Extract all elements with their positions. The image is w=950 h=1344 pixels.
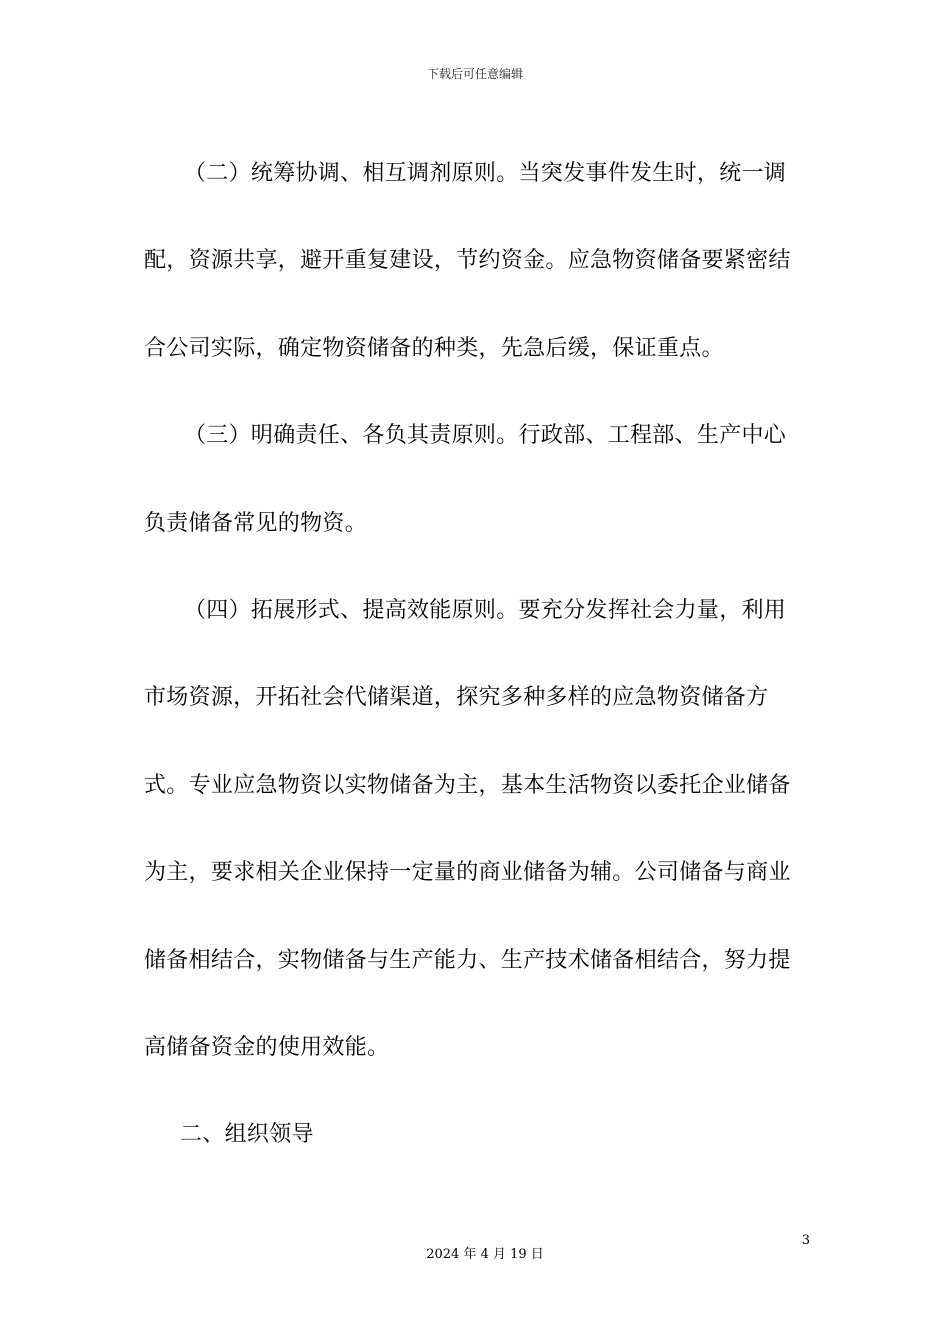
- paragraph-principle-4: （四）拓展形式、提高效能原则。要充分发挥社会力量，利用市场资源，开拓社会代储渠道，探究多种多样的应急物资储备方式。专业应急物资以实物储备为主，基本生活物资以委托企业储备为主，要求相关企业保持一定量的商业储备为辅。公司储备与商业储备相结合，实物储备与生产能力、生产技术储备相结合，努力提高储备资金的使用效能。: [144, 598, 791, 1061]
- page-number: 3: [801, 1233, 810, 1248]
- paragraph-principle-2: （二）统筹协调、相互调剂原则。当突发事件发生时，统一调配，资源共享，避开重复建设，节约资金。应急物资储备要紧密结合公司实际，确定物资储备的种类，先急后缓，保证重点。: [144, 161, 791, 361]
- page-header: 下载后可任意编辑: [426, 67, 523, 81]
- paragraph-principle-3: （三）明确责任、各负其责原则。行政部、工程部、生产中心负责储备常见的物资。: [144, 423, 787, 536]
- document-body: [144, 130, 808, 1179]
- footer-date: 2024 年 4 月 19 日: [426, 1247, 544, 1262]
- section-heading: 二、组织领导: [180, 1122, 314, 1148]
